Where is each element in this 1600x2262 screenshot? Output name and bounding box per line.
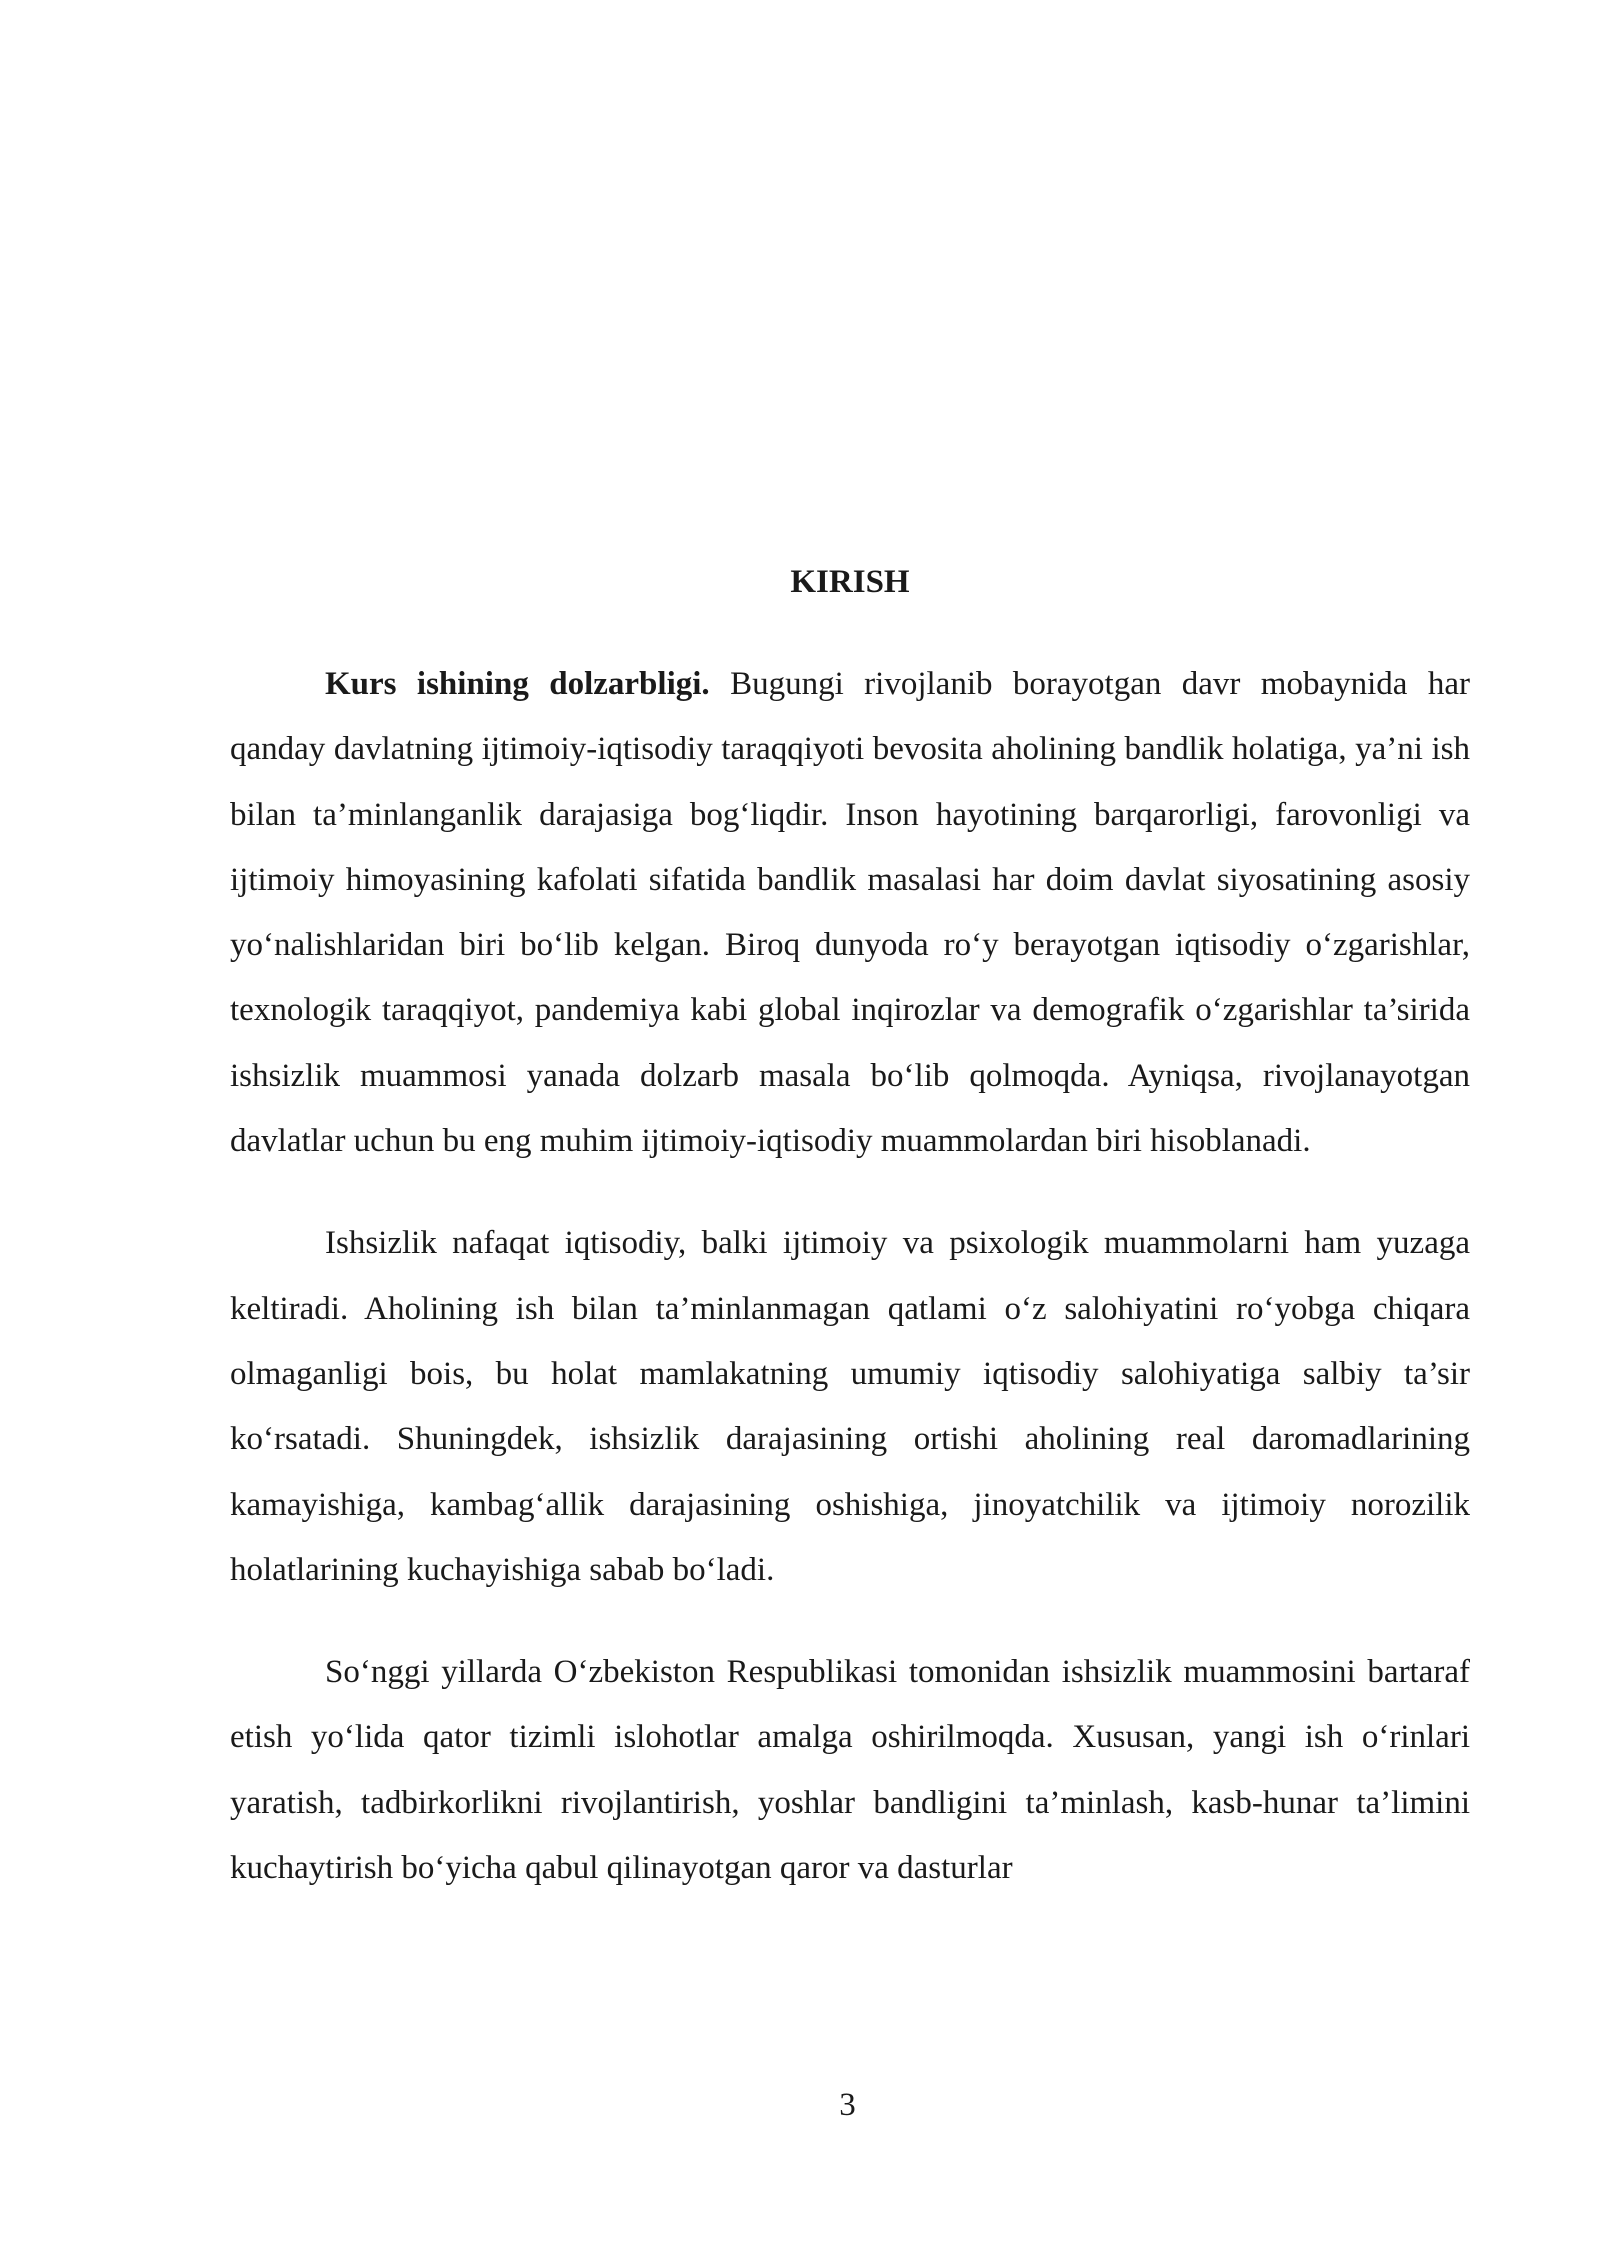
- section-heading: KIRISH: [790, 564, 910, 600]
- paragraph-text: Bugungi rivojlanib borayotgan davr mobaynida har qanday davlatning ijtimoiy-iqtisodiy taraqqiyoti bevosita aholining bandlik holatiga, ya’ni ish bilan ta’minlanganlik darajasiga bog‘liqdir. Inson hayotining barqarorligi, farovonligi va ijtimoiy himoyasining kafolati sifatida bandlik masalasi har doim davlat siyosatining asosiy yo‘nalishlaridan biri bo‘lib kelgan. Biroq dunyoda ro‘y berayotgan iqtisodiy o‘zgarishlar, texnologik taraqqiyot, pandemiya kabi global inqirozlar va demografik o‘zgarishlar ta’sirida ishsizlik muammosi yanada dolzarb masala bo‘lib qolmoqda. Ayniqsa, rivojlanayotgan davlatlar uchun bu eng muhim ijtimoiy-iqtisodiy muammolardan biri hisoblanadi.: [230, 666, 1470, 1160]
- paragraph-relevance: [230, 652, 1470, 1174]
- paragraph-unemployment-effects: Ishsizlik nafaqat iqtisodiy, balki ijtimoiy va psixologik muammolarni ham yuzaga keltiradi. Aholining ish bilan ta’minlanmagan qatlami o‘z salohiyatini ro‘yobga chiqara olmaganligi bois, bu holat mamlakatning umumiy iqtisodiy salohiyatiga salbiy ta’sir ko‘rsatadi. Shuningdek, ishsizlik darajasining ortishi aholining real daromadlarining kamayishiga, kambag‘allik darajasining oshishiga, jinoyatchilik va ijtimoiy norozilik holatlarining kuchayishiga sabab bo‘ladi.: [230, 1225, 1470, 1588]
- paragraph-uzbekistan-reforms: So‘nggi yillarda O‘zbekiston Respublikasi tomonidan ishsizlik muammosini bartaraf etish yo‘lida qator tizimli islohotlar amalga oshirilmoqda. Xususan, yangi ish o‘rinlari yaratish, tadbirkorlikni rivojlantirish, yoshlar bandligini ta’minlash, kasb-hunar ta’limini kuchaytirish bo‘yicha qabul qilinayotgan qaror va dasturlar: [230, 1654, 1470, 1887]
- page-number: 3: [839, 2087, 856, 2123]
- paragraph-lead: Kurs ishining dolzarbligi.: [325, 666, 710, 702]
- page-content: [230, 560, 1470, 1938]
